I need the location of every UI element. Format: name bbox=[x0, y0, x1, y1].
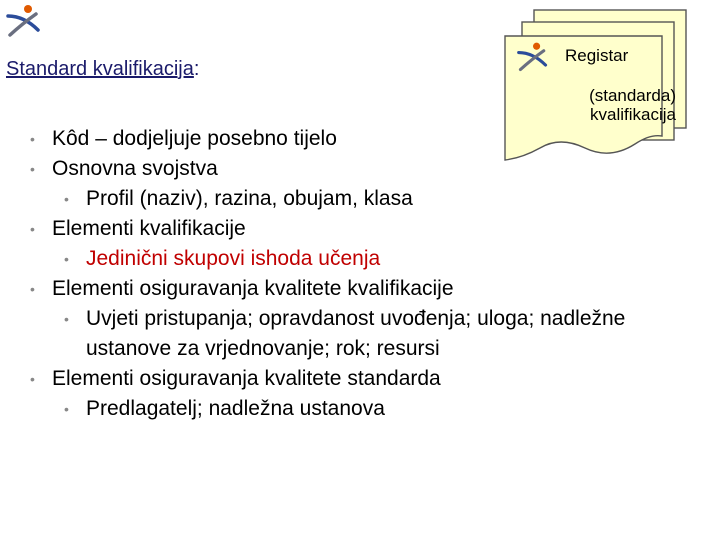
list-item-text: Elementi osiguravanja kvalitete standarda bbox=[52, 367, 441, 390]
bullet-dot-icon: • bbox=[64, 401, 69, 417]
list-item-text: Elementi osiguravanja kvalitete kvalifikacije bbox=[52, 277, 454, 300]
bullet-dot-icon: • bbox=[30, 281, 35, 297]
list-subitem bbox=[28, 394, 708, 424]
list-item-text: Osnovna svojstva bbox=[52, 157, 218, 180]
list-subitem bbox=[28, 184, 708, 214]
list-item-text: Elementi kvalifikacije bbox=[52, 217, 246, 240]
page-title-text: Standard kvalifikacija bbox=[6, 58, 194, 80]
list-item-text: Predlagatelj; nadležna ustanova bbox=[86, 397, 385, 420]
registar-subtitle-line1: (standarda) bbox=[589, 86, 676, 105]
page-title-suffix: : bbox=[193, 58, 200, 80]
list-item bbox=[28, 124, 708, 154]
list-item bbox=[28, 364, 708, 394]
person-logo-icon bbox=[2, 2, 46, 40]
list-item bbox=[28, 214, 708, 244]
registar-logo-icon bbox=[512, 40, 554, 74]
list-item-text-highlight: Jedinični skupovi ishoda učenja bbox=[86, 247, 381, 270]
list-subitem bbox=[28, 304, 646, 364]
bullet-outline bbox=[28, 124, 708, 424]
registar-title: Registar bbox=[565, 46, 629, 65]
list-item-text: Profil (naziv), razina, obujam, klasa bbox=[86, 187, 413, 210]
bullet-dot-icon: • bbox=[64, 251, 69, 267]
bullet-dot-icon: • bbox=[64, 311, 69, 327]
bullet-dot-icon: • bbox=[30, 221, 35, 237]
page-title bbox=[6, 58, 199, 81]
bullet-dot-icon: • bbox=[30, 131, 35, 147]
list-item-text: Uvjeti pristupanja; opravdanost uvođenja; uloga; nadležne ustanove za vrjednovanje; rok; resursi bbox=[86, 307, 626, 360]
list-item bbox=[28, 274, 708, 304]
bullet-dot-icon: • bbox=[30, 371, 35, 387]
registar-subtitle bbox=[558, 86, 676, 124]
list-item bbox=[28, 154, 708, 184]
bullet-dot-icon: • bbox=[30, 161, 35, 177]
list-item-text: Kôd – dodjeljuje posebno tijelo bbox=[52, 127, 337, 150]
registar-subtitle-line2: kvalifikacija bbox=[590, 105, 676, 124]
list-subitem bbox=[28, 244, 708, 274]
bullet-dot-icon: • bbox=[64, 191, 69, 207]
